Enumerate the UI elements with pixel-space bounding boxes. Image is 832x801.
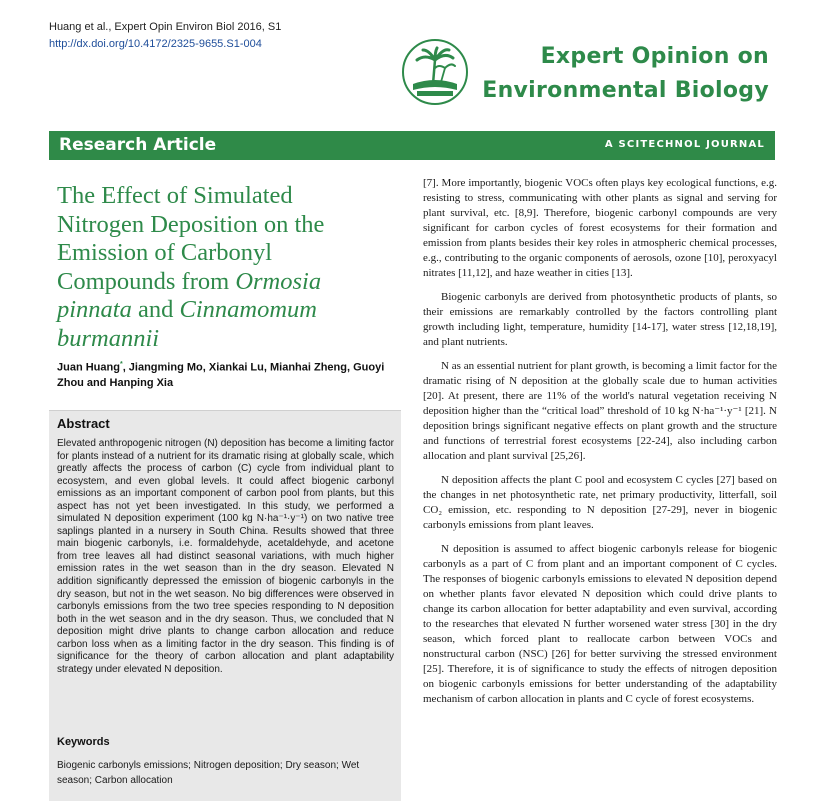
body-paragraph-1: [7]. More importantly, biogenic VOCs often plays key ecological functions, e.g. resisting to stress, communicating with other plants as signal and serving for plant survival, etc. [8,9]. Therefore, biogenic carbonyl compounds are very significant for carbon cycles of forest ecosystems for their formation and emission from plants besides their key roles in atmospheric chemical processes, e.g., contributing to the organic components of aerosols, ozone [10], peroxyacyl nitrates [11,12], and haze weather in cities [13]. <box>423 177 777 279</box>
doi-link[interactable]: http://dx.doi.org/10.4172/2325-9655.S1-004 <box>49 38 262 50</box>
body-paragraph-5: N deposition is assumed to affect biogenic carbonyls release for biogenic carbonyls as a part of C from plant and an important component of C cycles. The responses of biogenic carbonyls emissions to elevated N deposition depend on whether plants favor elevated N deposition which could drive plants to change its carbon allocation for better adaptability and even survival, according to the researches that elevated N further worsened water stress [30] in the dry season, which forced plant to reallocate carbon between VOCs and nonstructural carbon (NSC) [26] for better surviving the stressed environment [25]. Therefore, it is of significance to study the effects of nitrogen deposition on biogenic carbonyls emissions for better understanding of the adaptability mechanism of carbon allocation in plants and C cycle of forest ecosystems. <box>423 543 777 705</box>
author-list <box>57 357 397 391</box>
journal-title <box>482 40 769 108</box>
keywords-text: Biogenic carbonyls emissions; Nitrogen deposition; Dry season; Wet season; Carbon allocation <box>57 760 360 786</box>
title-part-2: and <box>131 296 180 323</box>
body-column <box>423 176 777 716</box>
journal-tagline: A SCITECHNOL JOURNAL <box>604 139 765 150</box>
abstract-box <box>49 410 401 801</box>
title-species-2: Cinnamomum burmannii <box>57 296 317 352</box>
scitechnol-logo-icon <box>401 38 469 106</box>
article-type-label: Research Article <box>59 135 217 155</box>
article-type-band <box>49 131 775 160</box>
body-paragraph-2: Biogenic carbonyls are derived from photosynthetic products of plants, so their emissions are remarkably controlled by the factors controlling plant growth including light, temperature, humidity [14-17], water stress [12,18,19], and plant nutrients. <box>423 291 777 348</box>
other-authors: , Jiangming Mo, Xiankai Lu, Mianhai Zheng, Guoyi Zhou and Hanping Xia <box>57 361 385 389</box>
title-species-1: Ormosia pinnata <box>57 267 322 323</box>
journal-title-line1: Expert Opinion on <box>540 44 769 69</box>
keywords-heading: Keywords <box>57 736 110 748</box>
corresponding-mark[interactable]: * <box>119 361 123 368</box>
body-paragraph-4: N deposition affects the plant C pool and ecosystem C cycles [27] based on the changes in net photosynthetic rate, net primary productivity, litterfall, soil CO₂ emission, etc. responding to N deposition [27-29], never in biogenic carbonyls emissions from plant leaves. <box>423 474 777 531</box>
body-paragraph-3: N as an essential nutrient for plant growth, is becoming a limit factor for the dramatic rising of N deposition at the globally scale due to human activities [20]. At present, there are 11% of the world's natural vegetation receiving N deposition higher than the “critical load” threshold of 10 kg N·ha⁻¹·y⁻¹ [21]. N deposition brings significant negative effects on plant growth and the structure and functions of terrestrial forest ecosystems [22-24], also including carbon allocation and plant survival [25,26]. <box>423 360 777 462</box>
journal-title-line2: Environmental Biology <box>482 78 769 103</box>
article-title <box>57 182 357 353</box>
corresponding-author: Juan Huang <box>57 361 120 374</box>
citation-block <box>49 19 281 53</box>
title-part-1: The Effect of Simulated Nitrogen Deposition on the Emission of Carbonyl Compounds from <box>57 182 325 295</box>
citation-text: Huang et al., Expert Opin Environ Biol 2016, S1 <box>49 21 282 33</box>
abstract-heading: Abstract <box>57 416 110 431</box>
abstract-text: Elevated anthropogenic nitrogen (N) deposition has become a limiting factor for plants instead of a nutrient for its dramatic rising at globally scale, which greatly affects the process of carbon (C) cycle from individual plant to ecosystem, and even global levels. It could affect biogenic carbonyl emissions as an important component of carbon pool from plants, but this aspect has not yet been investigated. In this study, we performed a simulated N deposition experiment (100 kg N·ha⁻¹·y⁻¹) on two native tree saplings planted in a nursery in South China. Results showed that three main biogenic carbonyls, i.e. formaldehyde, acetaldehyde, and acetone from tree leaves all had distinct seasonal variations, with much higher emission rates in the wet season than in the dry season. Elevated N addition significantly depressed the emission of biogenic carbonyls in the dry season, but not in the wet season. No big differences were observed in carbonyls emissions from the two tree species responding to N deposition both in the wet season and in the dry season. Thus, we concluded that N deposition might drive plants to change carbon allocation and reduce carbon loss when as a limiting factor in the dry season. This finding is of significance for the theory of carbon allocation and plant adaptability strategy under elevated N deposition. <box>57 438 394 675</box>
